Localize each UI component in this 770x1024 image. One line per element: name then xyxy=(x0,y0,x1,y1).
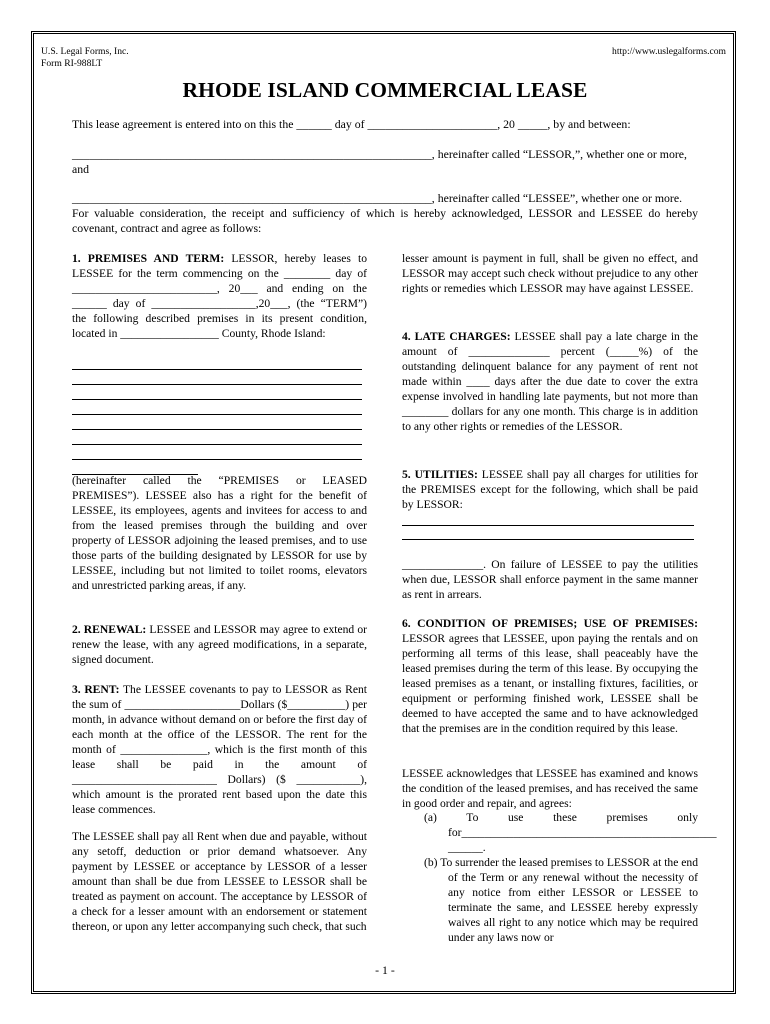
section-3-body: The LESSEE covenants to pay to LESSOR as Rent the sum of ____________________Dollars ($__________) per month, in advance without demand on or before the first day of each month at the office of the LESSOR. The rent for the month of _______________, which is the first month of this lease shall be paid in the amount of _________________________ Dollars) ($ ___________), which amount is the prorated rent based upon the date this lease commences. xyxy=(72,683,367,816)
section-2-heading: 2. RENEWAL: xyxy=(72,623,147,636)
section-late-charges xyxy=(402,329,698,434)
section-utilities xyxy=(402,467,698,512)
lessee-line: _____________________________________________________________, hereinafter called “LESSEE”, whether one or more. xyxy=(72,191,683,205)
blank-line xyxy=(402,525,694,526)
source-url-link[interactable]: http://www.uslegalforms.com xyxy=(612,46,726,57)
section-3-payment-paragraph: The LESSEE shall pay all Rent when due and payable, without any setoff, deduction or prior demand whatsoever. Any payment by LESSEE or acceptance by LESSOR of a lesser amount than shall be due from LESSEE to LESSOR shall be treated as payment on account. The acceptance by LESSOR of a check for a lesser amount with an endorsement or statement thereon, or upon any letter accompanying such check, that such xyxy=(72,830,367,933)
and-label: and xyxy=(72,162,90,176)
section-6-body: LESSOR agrees that LESSEE, upon paying the rentals and on performing all terms of this lease, shall peaceably have the leased premises during the term of this lease. By occupying the leased premises as a tenant, or installing fixtures, facilities, or equipment or performing finished work, LESSEE shall be deemed to have accepted the same and to have acknowledged that the premises are in the condition required by this lease. xyxy=(402,632,698,735)
blank-line xyxy=(72,369,362,370)
item-b: (b) To surrender the leased premises to LESSOR at the end of the Term or any renewal without the necessity of any notice from either LESSOR or LESSEE to terminate the same, and LESSEE hereby expressly waives all right to any notice which may be required under any laws now or xyxy=(424,856,698,944)
form-id-label: Form RI-988LT xyxy=(41,58,103,69)
blank-line xyxy=(72,459,362,460)
blank-line xyxy=(72,414,362,415)
blank-line xyxy=(402,539,694,540)
section-5-heading: 5. UTILITIES: xyxy=(402,468,478,481)
section-renewal xyxy=(72,622,367,667)
continued-paragraph: lesser amount is payment in full, shall be given no effect, and LESSOR may accept such check without prejudice to any other rights or remedies which LESSOR may have against LESSEE. xyxy=(402,252,698,295)
section-4-heading: 4. LATE CHARGES: xyxy=(402,330,511,343)
intro-date-line: This lease agreement is entered into on this the ______ day of ______________________, 20 _____, by and between: xyxy=(72,117,631,131)
surrender-item xyxy=(402,855,698,945)
section-6-acknowledgement: LESSEE acknowledges that LESSEE has examined and knows the condition of the leased premises, and has received the same in good order and repair, and agrees: xyxy=(402,767,698,810)
blank-line xyxy=(72,444,362,445)
publisher-label: U.S. Legal Forms, Inc. xyxy=(41,46,129,57)
utilities-exception-lines xyxy=(402,525,694,553)
section-condition-of-premises xyxy=(402,616,698,736)
section-6-heading: 6. CONDITION OF PREMISES; USE OF PREMISES: xyxy=(402,617,698,630)
section-1-tail: (hereinafter called the “PREMISES or LEASED PREMISES”). LESSEE also has a right for the benefit of LESSEE, its employees, agents and invitees for access to and from the leased premises through the building and over property of LESSOR adjoining the leased premises, and to use those parts of the building designated by LESSOR for use by LESSEE, including but not limited to toilet rooms, elevators and unrestricted parking areas, if any. xyxy=(72,474,367,592)
document-title: RHODE ISLAND COMMERCIAL LEASE xyxy=(182,78,588,102)
blank-line xyxy=(72,399,362,400)
item-a: (a) To use these premises only for____________________________________________ ______. xyxy=(424,811,717,854)
use-of-premises-item xyxy=(402,810,717,855)
section-rent xyxy=(72,682,367,817)
section-premises-term xyxy=(72,251,367,341)
blank-line xyxy=(72,384,362,385)
premises-description-lines xyxy=(72,369,364,489)
page-number: - 1 - xyxy=(375,963,395,977)
section-4-body: LESSEE shall pay a late charge in the amount of ______________ percent (_____%) of the outstanding delinquent balance for any payment of rent not made within ____ days after the due date to cover the extra expense involved in handling late payments, but not more than ________ dollars for any one month. This charge is in addition to any other rights or remedies of the LESSOR. xyxy=(402,330,698,433)
section-1-heading: 1. PREMISES AND TERM: xyxy=(72,252,225,265)
section-2-body: LESSEE and LESSOR may agree to extend or renew the lease, with any agreed modifications, in a separate, signed document. xyxy=(72,623,367,666)
blank-line xyxy=(72,429,362,430)
lessor-line: _____________________________________________________________, hereinafter called “LESSOR,”, whether one or more, xyxy=(72,147,687,161)
section-1-body: LESSOR, hereby leases to LESSEE for the term commencing on the ________ day of _________________________, 20___ and ending on the ______ day of __________________,20___, (the “TERM”) the following described premises in its present condition, located in _________________ County, Rhode Island: xyxy=(72,252,368,340)
section-5-body: LESSEE shall pay all charges for utilities for the PREMISES except for the following, which shall be paid by LESSOR: xyxy=(402,468,698,511)
consideration-paragraph: For valuable consideration, the receipt and sufficiency of which is hereby acknowledged, LESSOR and LESSEE do hereby covenant, contract and agree as follows: xyxy=(72,206,698,235)
section-3-heading: 3. RENT: xyxy=(72,683,120,696)
section-5-tail: ______________. On failure of LESSEE to pay the utilities when due, LESSOR shall enforce payment in the same manner as rent in arrears. xyxy=(402,558,698,601)
